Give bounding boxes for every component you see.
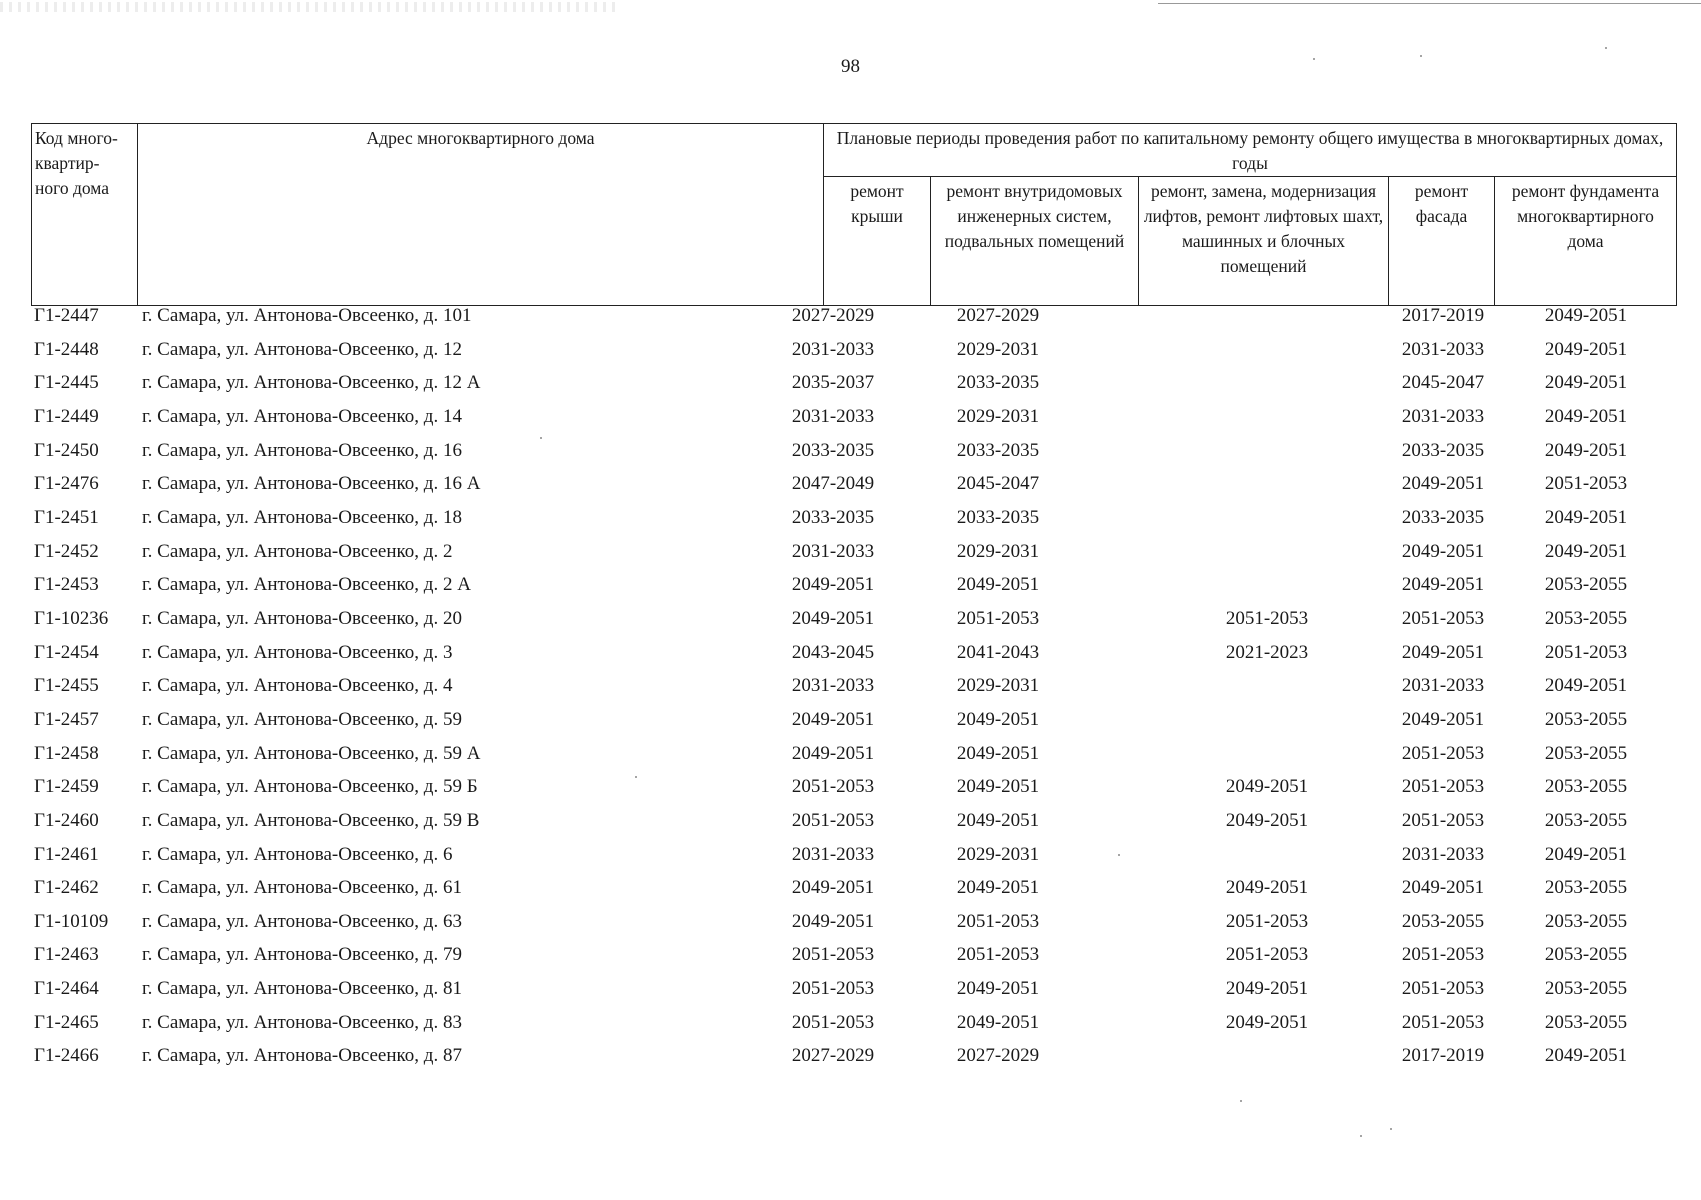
cell-facade-text: 2033-2035 — [1401, 506, 1485, 528]
cell-roof-text: 2047-2049 — [791, 473, 875, 495]
cell-code: Г1-2454 — [34, 641, 99, 663]
cell-foundation-text: 2049-2051 — [1544, 1045, 1628, 1067]
cell-address: г. Самара, ул. Антонова-Овсеенко, д. 20 — [142, 607, 462, 629]
scan-speck — [1360, 1135, 1362, 1137]
cell-foundation-text: 2053-2055 — [1544, 607, 1628, 629]
cell-foundation-text: 2053-2055 — [1544, 877, 1628, 899]
cell-facade-text: 2031-2033 — [1401, 405, 1485, 427]
cell-engineering-text: 2029-2031 — [956, 675, 1040, 697]
cell-lift-text: 2049-2051 — [1225, 978, 1309, 1000]
cell-foundation-text: 2053-2055 — [1544, 944, 1628, 966]
cell-foundation-text: 2049-2051 — [1544, 372, 1628, 394]
cell-engineering-text: 2033-2035 — [956, 439, 1040, 461]
top-rule — [1158, 3, 1701, 4]
cell-code: Г1-2465 — [34, 1011, 99, 1033]
cell-code: Г1-2462 — [34, 877, 99, 899]
cell-facade-text: 2033-2035 — [1401, 439, 1485, 461]
cell-facade-text: 2051-2053 — [1401, 978, 1485, 1000]
cell-code: Г1-2459 — [34, 776, 99, 798]
cell-code: Г1-2450 — [34, 439, 99, 461]
cell-address: г. Самара, ул. Антонова-Овсеенко, д. 59 В — [142, 809, 480, 831]
page-number: 98 — [841, 56, 860, 77]
cell-foundation-text: 2051-2053 — [1544, 473, 1628, 495]
cell-roof-text: 2031-2033 — [791, 675, 875, 697]
cell-foundation-text: 2053-2055 — [1544, 708, 1628, 730]
cell-address: г. Самара, ул. Антонова-Овсеенко, д. 16 А — [142, 473, 481, 495]
cell-address: г. Самара, ул. Антонова-Овсеенко, д. 12 А — [142, 372, 481, 394]
cell-code: Г1-2460 — [34, 809, 99, 831]
cell-code: Г1-2458 — [34, 742, 99, 764]
cell-roof-text: 2031-2033 — [791, 405, 875, 427]
cell-roof-text: 2031-2033 — [791, 338, 875, 360]
cell-address: г. Самара, ул. Антонова-Овсеенко, д. 79 — [142, 944, 462, 966]
cell-foundation-text: 2053-2055 — [1544, 910, 1628, 932]
scan-speck — [1313, 58, 1315, 60]
cell-facade-text: 2051-2053 — [1401, 944, 1485, 966]
cell-roof-text: 2027-2029 — [791, 1045, 875, 1067]
scan-speck — [1420, 55, 1422, 57]
header-lift: ремонт, замена, модернизация лифтов, ремонт лифтовых шахт, машинных и блочных помещений — [1139, 177, 1389, 306]
cell-facade-text: 2051-2053 — [1401, 1011, 1485, 1033]
cell-code: Г1-2448 — [34, 338, 99, 360]
cell-facade-text: 2031-2033 — [1401, 675, 1485, 697]
cell-foundation-text: 2053-2055 — [1544, 574, 1628, 596]
cell-foundation-text: 2049-2051 — [1544, 338, 1628, 360]
cell-lift-text: 2051-2053 — [1225, 910, 1309, 932]
cell-code: Г1-2464 — [34, 978, 99, 1000]
cell-roof-text: 2049-2051 — [791, 877, 875, 899]
cell-foundation-text: 2053-2055 — [1544, 742, 1628, 764]
table-header — [31, 123, 1677, 306]
cell-engineering-text: 2049-2051 — [956, 809, 1040, 831]
cell-foundation-text: 2053-2055 — [1544, 978, 1628, 1000]
cell-address: г. Самара, ул. Антонова-Овсеенко, д. 87 — [142, 1045, 462, 1067]
cell-engineering-text: 2049-2051 — [956, 1011, 1040, 1033]
cell-code: Г1-2447 — [34, 305, 99, 326]
cell-code: Г1-10236 — [34, 607, 109, 629]
scan-speck — [1240, 1100, 1242, 1102]
cell-address: г. Самара, ул. Антонова-Овсеенко, д. 63 — [142, 910, 462, 932]
cell-code: Г1-2455 — [34, 675, 99, 697]
cell-roof-text: 2049-2051 — [791, 708, 875, 730]
cell-lift-text: 2051-2053 — [1225, 607, 1309, 629]
cell-engineering-text: 2027-2029 — [956, 305, 1040, 326]
cell-code: Г1-2466 — [34, 1045, 99, 1067]
scan-speck — [1118, 854, 1120, 856]
cell-roof-text: 2049-2051 — [791, 574, 875, 596]
cell-roof-text: 2031-2033 — [791, 843, 875, 865]
cell-roof-text: 2049-2051 — [791, 607, 875, 629]
cell-address: г. Самара, ул. Антонова-Овсеенко, д. 6 — [142, 843, 453, 865]
cell-address: г. Самара, ул. Антонова-Овсеенко, д. 59 Б — [142, 776, 478, 798]
cell-engineering-text: 2041-2043 — [956, 641, 1040, 663]
cell-address: г. Самара, ул. Антонова-Овсеенко, д. 61 — [142, 877, 462, 899]
cell-foundation-text: 2049-2051 — [1544, 405, 1628, 427]
scan-speck — [635, 776, 637, 778]
cell-engineering-text: 2049-2051 — [956, 708, 1040, 730]
cell-facade-text: 2049-2051 — [1401, 473, 1485, 495]
cell-facade-text: 2031-2033 — [1401, 843, 1485, 865]
cell-foundation-text: 2049-2051 — [1544, 540, 1628, 562]
header-code: Код много- квартир- ного дома — [32, 124, 138, 306]
cell-foundation-text: 2049-2051 — [1544, 305, 1628, 326]
cell-lift-text: 2021-2023 — [1225, 641, 1309, 663]
cell-code: Г1-10109 — [34, 910, 109, 932]
cell-facade-text: 2051-2053 — [1401, 809, 1485, 831]
cell-address: г. Самара, ул. Антонова-Овсеенко, д. 2 — [142, 540, 453, 562]
cell-address: г. Самара, ул. Антонова-Овсеенко, д. 18 — [142, 506, 462, 528]
cell-roof-text: 2051-2053 — [791, 809, 875, 831]
cell-roof-text: 2051-2053 — [791, 944, 875, 966]
cell-engineering-text: 2027-2029 — [956, 1045, 1040, 1067]
cell-roof-text: 2049-2051 — [791, 910, 875, 932]
cell-foundation-text: 2049-2051 — [1544, 439, 1628, 461]
cell-facade-text: 2051-2053 — [1401, 776, 1485, 798]
cell-lift-text: 2049-2051 — [1225, 776, 1309, 798]
cell-foundation-text: 2049-2051 — [1544, 843, 1628, 865]
cell-code: Г1-2461 — [34, 843, 99, 865]
cell-facade-text: 2051-2053 — [1401, 742, 1485, 764]
table-row — [31, 1047, 1676, 1081]
cell-code: Г1-2449 — [34, 405, 99, 427]
cell-code: Г1-2476 — [34, 473, 99, 495]
cell-engineering-text: 2049-2051 — [956, 776, 1040, 798]
cell-engineering-text: 2029-2031 — [956, 540, 1040, 562]
header-periods: Плановые периоды проведения работ по капитальному ремонту общего имущества в многоквартирных домах, годы — [824, 124, 1677, 177]
header-foundation: ремонт фундамента многоквартирного дома — [1495, 177, 1677, 306]
header-roof: ремонт крыши — [824, 177, 931, 306]
cell-address: г. Самара, ул. Антонова-Овсеенко, д. 16 — [142, 439, 462, 461]
scan-noise — [0, 2, 620, 12]
cell-facade-text: 2017-2019 — [1401, 1045, 1485, 1067]
cell-address: г. Самара, ул. Антонова-Овсеенко, д. 12 — [142, 338, 462, 360]
cell-facade-text: 2049-2051 — [1401, 641, 1485, 663]
cell-lift-text: 2049-2051 — [1225, 809, 1309, 831]
cell-engineering-text: 2049-2051 — [956, 978, 1040, 1000]
scan-speck — [1390, 1128, 1392, 1130]
cell-facade-text: 2053-2055 — [1401, 910, 1485, 932]
cell-facade-text: 2049-2051 — [1401, 540, 1485, 562]
cell-lift-text: 2049-2051 — [1225, 1011, 1309, 1033]
cell-facade-text: 2049-2051 — [1401, 877, 1485, 899]
cell-roof-text: 2035-2037 — [791, 372, 875, 394]
table-body — [31, 307, 1676, 1081]
cell-facade-text: 2049-2051 — [1401, 574, 1485, 596]
cell-foundation-text: 2053-2055 — [1544, 1011, 1628, 1033]
cell-code: Г1-2445 — [34, 372, 99, 394]
header-engineering: ремонт внутридомовых инженерных систем, подвальных помещений — [931, 177, 1139, 306]
cell-facade-text: 2017-2019 — [1401, 305, 1485, 326]
cell-roof-text: 2051-2053 — [791, 1011, 875, 1033]
cell-code: Г1-2457 — [34, 708, 99, 730]
cell-code: Г1-2451 — [34, 506, 99, 528]
cell-code: Г1-2452 — [34, 540, 99, 562]
cell-code: Г1-2463 — [34, 944, 99, 966]
cell-engineering-text: 2051-2053 — [956, 944, 1040, 966]
cell-roof-text: 2043-2045 — [791, 641, 875, 663]
cell-lift-text: 2051-2053 — [1225, 944, 1309, 966]
cell-facade-text: 2031-2033 — [1401, 338, 1485, 360]
scan-speck — [1605, 47, 1607, 49]
cell-roof-text: 2051-2053 — [791, 776, 875, 798]
cell-address: г. Самара, ул. Антонова-Овсеенко, д. 3 — [142, 641, 453, 663]
cell-engineering-text: 2049-2051 — [956, 877, 1040, 899]
cell-engineering-text: 2033-2035 — [956, 372, 1040, 394]
cell-foundation-text: 2053-2055 — [1544, 809, 1628, 831]
cell-facade-text: 2045-2047 — [1401, 372, 1485, 394]
cell-foundation-text: 2049-2051 — [1544, 506, 1628, 528]
cell-engineering-text: 2029-2031 — [956, 843, 1040, 865]
cell-facade-text: 2049-2051 — [1401, 708, 1485, 730]
cell-code: Г1-2453 — [34, 574, 99, 596]
cell-address: г. Самара, ул. Антонова-Овсеенко, д. 83 — [142, 1011, 462, 1033]
cell-address: г. Самара, ул. Антонова-Овсеенко, д. 4 — [142, 675, 453, 697]
cell-address: г. Самара, ул. Антонова-Овсеенко, д. 14 — [142, 405, 462, 427]
scan-speck — [540, 437, 542, 439]
cell-foundation-text: 2053-2055 — [1544, 776, 1628, 798]
cell-engineering-text: 2049-2051 — [956, 574, 1040, 596]
cell-engineering-text: 2033-2035 — [956, 506, 1040, 528]
cell-foundation-text: 2051-2053 — [1544, 641, 1628, 663]
cell-foundation-text: 2049-2051 — [1544, 675, 1628, 697]
cell-address: г. Самара, ул. Антонова-Овсеенко, д. 81 — [142, 978, 462, 1000]
cell-roof-text: 2031-2033 — [791, 540, 875, 562]
cell-engineering-text: 2029-2031 — [956, 338, 1040, 360]
cell-facade-text: 2051-2053 — [1401, 607, 1485, 629]
cell-engineering-text: 2051-2053 — [956, 910, 1040, 932]
cell-roof-text: 2033-2035 — [791, 439, 875, 461]
cell-address: г. Самара, ул. Антонова-Овсеенко, д. 59 — [142, 708, 462, 730]
cell-address: г. Самара, ул. Антонова-Овсеенко, д. 2 А — [142, 574, 471, 596]
cell-engineering-text: 2029-2031 — [956, 405, 1040, 427]
header-address: Адрес многоквартирного дома — [138, 124, 824, 306]
cell-roof-text: 2033-2035 — [791, 506, 875, 528]
cell-roof-text: 2051-2053 — [791, 978, 875, 1000]
cell-roof-text: 2027-2029 — [791, 305, 875, 326]
cell-address: г. Самара, ул. Антонова-Овсеенко, д. 59 А — [142, 742, 481, 764]
cell-address: г. Самара, ул. Антонова-Овсеенко, д. 101 — [142, 305, 472, 326]
cell-engineering-text: 2049-2051 — [956, 742, 1040, 764]
cell-lift-text: 2049-2051 — [1225, 877, 1309, 899]
cell-engineering-text: 2051-2053 — [956, 607, 1040, 629]
cell-roof-text: 2049-2051 — [791, 742, 875, 764]
cell-engineering-text: 2045-2047 — [956, 473, 1040, 495]
header-facade: ремонт фасада — [1389, 177, 1495, 306]
